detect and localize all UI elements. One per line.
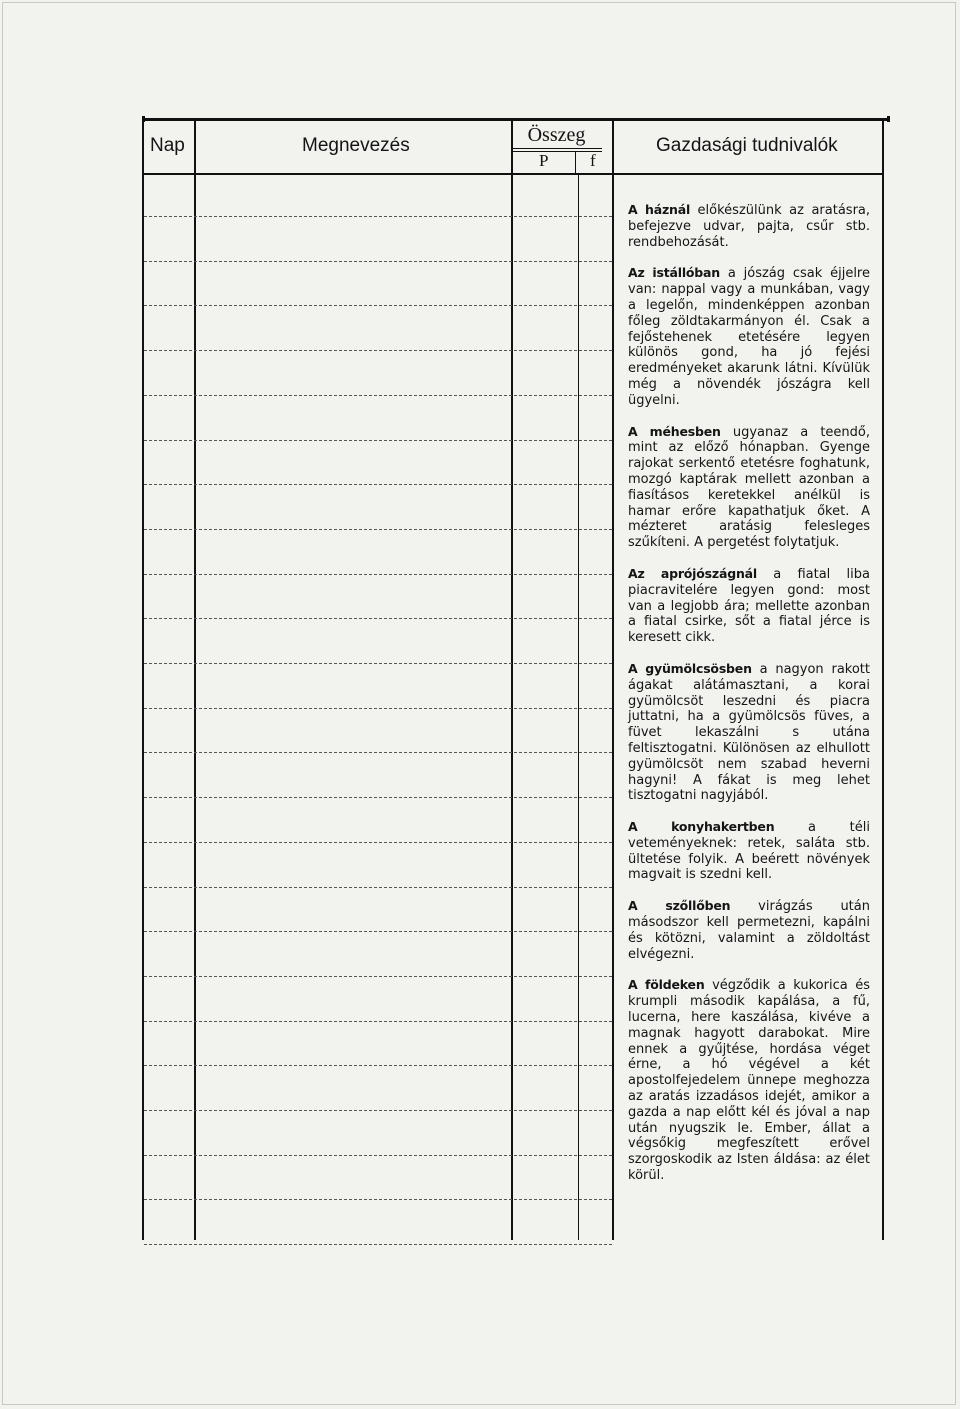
note-text: a téli veteményeknek: retek, saláta stb. ültetése folyik. A beérett növények magvait is szedni kell.	[628, 820, 870, 883]
ledger-row-line	[144, 305, 612, 306]
header-nap: Nap	[150, 135, 185, 156]
col-divider-left	[142, 118, 144, 1240]
corner-tick-right	[887, 116, 890, 122]
ledger-row-line	[144, 529, 612, 530]
note-text: virágzás után másodszor kell permetezni, kapálni és kötözni, valamint a zöldoltást elvégezni.	[628, 899, 870, 962]
pf-header-divider	[575, 151, 576, 173]
ledger-row-line	[144, 976, 612, 977]
ledger-row-line	[144, 887, 612, 888]
ledger-row-line	[144, 216, 612, 217]
header-gazdasagi: Gazdasági tudnivalók	[656, 135, 838, 156]
ledger-row-line	[144, 752, 612, 753]
osszeg-underline	[513, 148, 602, 149]
note-paragraph	[628, 661, 870, 804]
note-text: a nagyon rakott ágakat alátámasztani, a korai gyümölcsöt leszedni és piacra juttatni, ha a gyümölcsös füves, a füvet lekaszálni s utána feltisztogatni. Különösen az elhullott gyümölcsöt nem szabad heverni hagyni! A fákat is meg lehet tisztogatni nagyjából.	[628, 661, 870, 804]
ledger-row-line	[144, 350, 612, 351]
ledger-table	[142, 118, 890, 1240]
note-paragraph	[628, 265, 870, 408]
ledger-row-line	[144, 484, 612, 485]
header-f: f	[590, 151, 596, 170]
note-lead: Az istállóban	[628, 265, 720, 281]
header-osszeg: Összeg	[527, 124, 586, 146]
note-text: végződik a kukorica és krumpli második kapálása, a fű, lucerna, here kaszálása, kivéve a magnak hagyott darabokat. Mire ennek a gyűjtése, hordása véget érne, a hó végével a két apostolfejedelem ünnepe meghozza az aratás izzadásos idejét, amikor a gazda a nap előtt kél és jóval a nap után nyugszik le. Ember, állat a végsőkig megfeszített erővel szorgoskodik az Isten áldása: az élet körül.	[628, 978, 870, 1184]
osszeg-underline-2	[513, 151, 602, 152]
note-paragraph	[628, 898, 870, 962]
note-text: előkészülünk az aratásra, befejezve udvar, pajta, csűr stb. rendbehozását.	[628, 203, 871, 250]
note-lead: A földeken	[628, 977, 705, 993]
ledger-row-line	[144, 663, 612, 664]
col-divider-right	[882, 118, 884, 1240]
note-lead: A gyümölcsösben	[628, 660, 752, 676]
note-lead: A méhesben	[628, 423, 721, 439]
col-divider-megnevezes	[511, 118, 513, 1240]
top-rule	[142, 118, 890, 121]
ledger-row-line	[144, 1021, 612, 1022]
ledger-row-line	[144, 1155, 612, 1156]
note-lead: A konyhakertben	[628, 819, 775, 835]
note-text: ugyanaz a teendő, mint az előző hónapban. Gyenge rajokat serkentő etetésre foghatunk, mozgó kaptárak mellett azonban a fiasításos keretekkel anélkül is hamar erőre kapathatjuk őket. A mézteret aratásig felesleges szűkíteni. A pergetést folytatjuk.	[628, 424, 870, 551]
ledger-row-line	[144, 797, 612, 798]
ledger-row-line	[144, 1244, 612, 1245]
gazdasagi-notes	[628, 202, 870, 1199]
note-paragraph	[628, 819, 870, 883]
col-divider-osszeg	[612, 118, 614, 1240]
note-lead: Az aprójószágnál	[628, 565, 757, 581]
note-paragraph	[628, 566, 870, 646]
note-paragraph	[628, 202, 870, 250]
ledger-row-line	[144, 395, 612, 396]
note-lead: A háznál	[628, 202, 691, 217]
note-lead: A szőllőben	[628, 898, 731, 914]
col-divider-nap	[194, 118, 196, 1240]
header-megnevezes: Megnevezés	[302, 135, 410, 156]
ledger-row-line	[144, 1110, 612, 1111]
ledger-row-line	[144, 618, 612, 619]
note-paragraph	[628, 977, 870, 1183]
ledger-row-line	[144, 931, 612, 932]
ledger-row-line	[144, 261, 612, 262]
header-p: P	[539, 151, 549, 170]
ledger-row-line	[144, 440, 612, 441]
ledger-row-line	[144, 574, 612, 575]
ledger-row-line	[144, 1065, 612, 1066]
ledger-row-line	[144, 708, 612, 709]
note-text: a fiatal liba piacravitelére legyen gond: most van a legjobb ára; mellette azonban a fiatal csirke, sőt a fiatal jérce is keresett cikk.	[628, 566, 871, 646]
note-text: a jószág csak éjjelre van: nappal vagy a munkában, vagy a legelőn, mindenképpen azonban főleg zöldtakarmányon él. Csak a fejőstehenek etetésére legyen különös gond, ha jó fejési eredményeket akarunk látni. Kívülük még a növendék jószágra kell ügyelni.	[628, 266, 870, 408]
header-rule	[142, 173, 884, 175]
ledger-row-line	[144, 842, 612, 843]
ledger-row-line	[144, 1199, 612, 1200]
note-paragraph	[628, 424, 870, 551]
